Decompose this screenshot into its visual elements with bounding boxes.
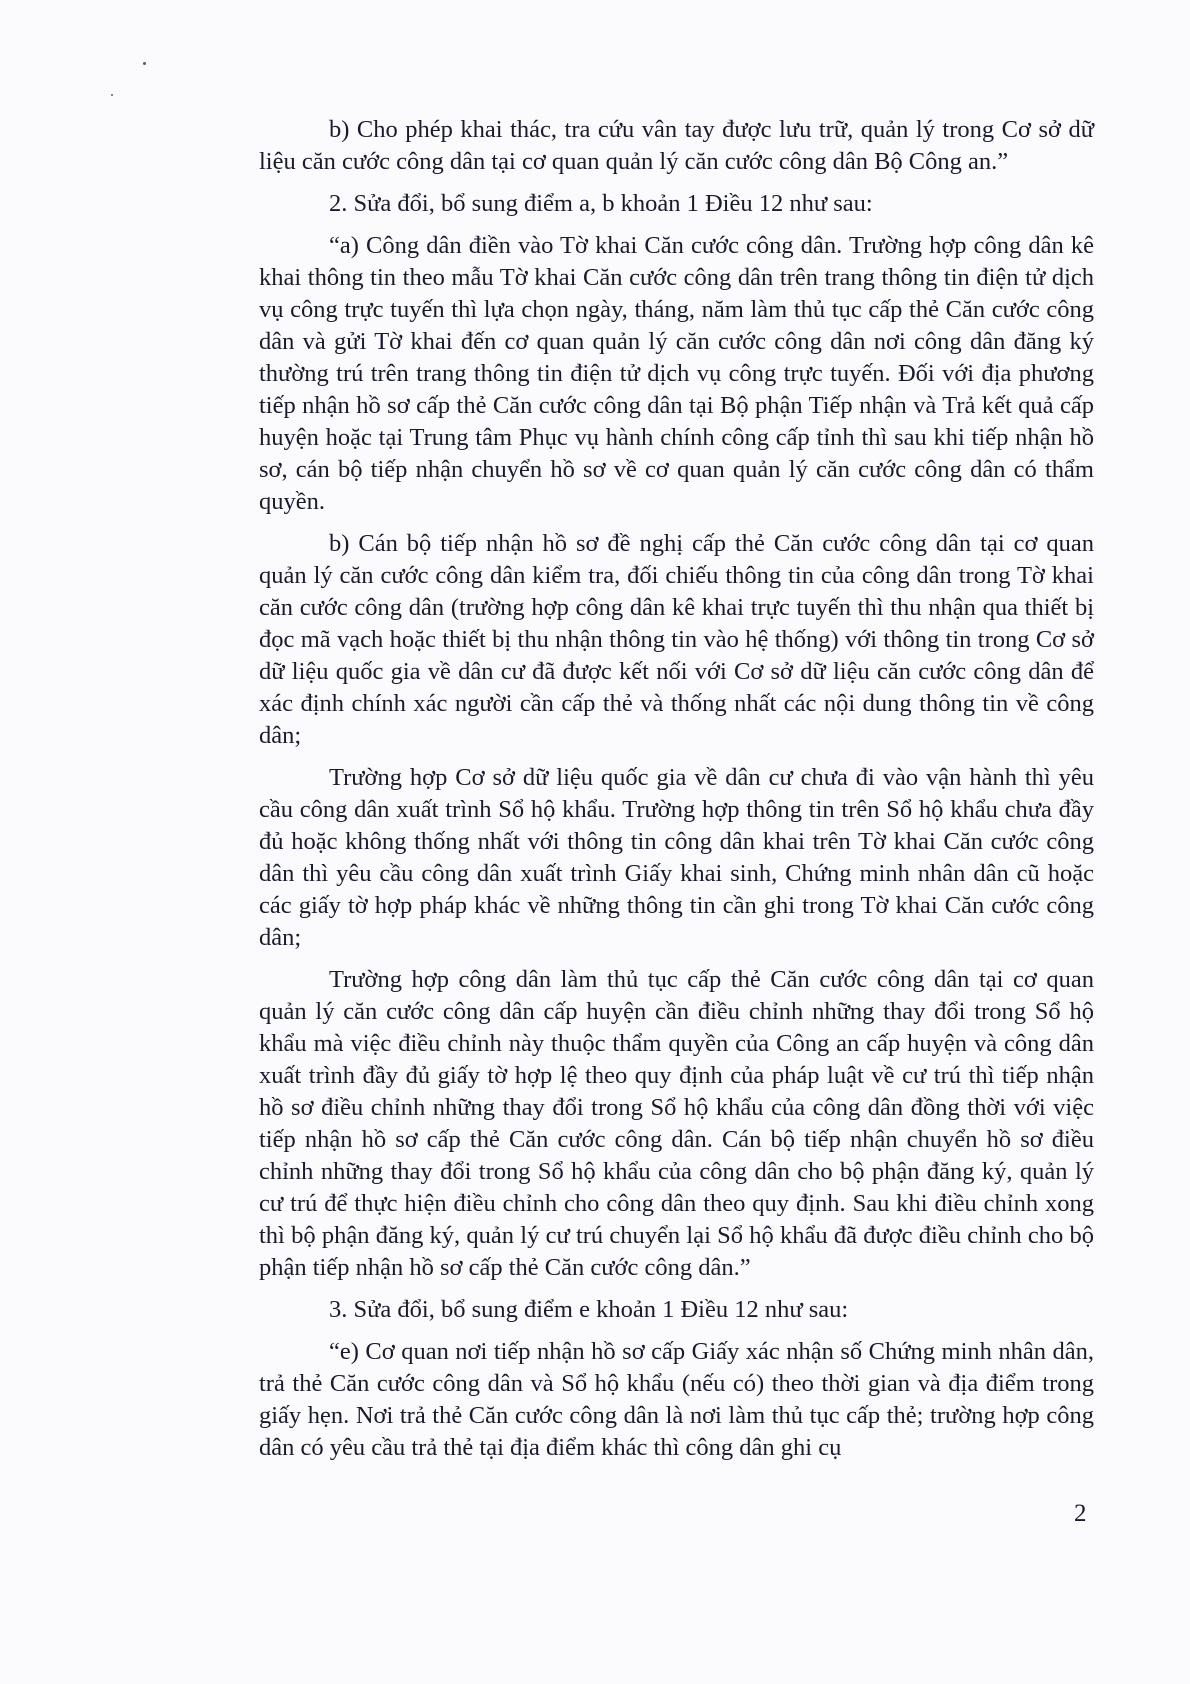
paragraph-1: b) Cho phép khai thác, tra cứu vân tay được lưu trữ, quản lý trong Cơ sở dữ liệu căn cước công dân tại cơ quan quản lý căn cước công dân Bộ Công an.” — [259, 116, 1094, 175]
paragraph-6: Trường hợp công dân làm thủ tục cấp thẻ Căn cước công dân tại cơ quan quản lý căn cước công dân cấp huyện cần điều chỉnh những thay đổi trong Sổ hộ khẩu mà việc điều chỉnh này thuộc thẩm quyền của Công an cấp huyện và công dân xuất trình đầy đủ giấy tờ hợp lệ theo quy định của pháp luật về cư trú thì tiếp nhận hồ sơ điều chỉnh những thay đổi trong Sổ hộ khẩu của công dân đồng thời với việc tiếp nhận hồ sơ cấp thẻ Căn cước công dân. Cán bộ tiếp nhận chuyển hồ sơ điều chỉnh những thay đổi trong Sổ hộ khẩu của công dân cho bộ phận đăng ký, quản lý cư trú để thực hiện điều chỉnh cho công dân theo quy định. Sau khi điều chỉnh xong thì bộ phận đăng ký, quản lý cư trú chuyển lại Sổ hộ khẩu đã được điều chỉnh cho bộ phận tiếp nhận hồ sơ cấp thẻ Căn cước công dân.” — [259, 966, 1094, 1281]
document-body — [259, 114, 1094, 1474]
paragraph-4: b) Cán bộ tiếp nhận hồ sơ đề nghị cấp thẻ Căn cước công dân tại cơ quan quản lý căn cước công dân kiểm tra, đối chiếu thông tin của công dân trong Tờ khai căn cước công dân (trường hợp công dân kê khai trực tuyến thì thu nhận qua thiết bị đọc mã vạch hoặc thiết bị thu nhận thông tin vào hệ thống) với thông tin trong Cơ sở dữ liệu quốc gia về dân cư đã được kết nối với Cơ sở dữ liệu căn cước công dân để xác định chính xác người cần cấp thẻ và thống nhất các nội dung thông tin về công dân; — [259, 530, 1094, 749]
paragraph-2-heading: 2. Sửa đổi, bổ sung điểm a, b khoản 1 Điều 12 như sau: — [329, 190, 873, 217]
paragraph-5: Trường hợp Cơ sở dữ liệu quốc gia về dân cư chưa đi vào vận hành thì yêu cầu công dân xuất trình Sổ hộ khẩu. Trường hợp thông tin trên Sổ hộ khẩu chưa đầy đủ hoặc không thống nhất với thông tin công dân khai trên Tờ khai Căn cước công dân thì yêu cầu công dân xuất trình Giấy khai sinh, Chứng minh nhân dân cũ hoặc các giấy tờ hợp pháp khác về những thông tin cần ghi trong Tờ khai Căn cước công dân; — [259, 764, 1094, 951]
scan-speck — [143, 62, 146, 65]
paragraph-8: “e) Cơ quan nơi tiếp nhận hồ sơ cấp Giấy xác nhận số Chứng minh nhân dân, trả thẻ Căn cước công dân và Sổ hộ khẩu (nếu có) theo thời gian và địa điểm trong giấy hẹn. Nơi trả thẻ Căn cước công dân là nơi làm thủ tục cấp thẻ; trường hợp công dân có yêu cầu trả thẻ tại địa điểm khác thì công dân ghi cụ — [259, 1338, 1094, 1461]
scan-speck — [111, 94, 113, 96]
page-number: 2 — [1074, 1500, 1087, 1527]
paragraph-3: “a) Công dân điền vào Tờ khai Căn cước công dân. Trường hợp công dân kê khai thông tin theo mẫu Tờ khai Căn cước công dân trên trang thông tin điện tử dịch vụ công trực tuyến thì lựa chọn ngày, tháng, năm làm thủ tục cấp thẻ Căn cước công dân và gửi Tờ khai đến cơ quan quản lý căn cước công dân nơi công dân đăng ký thường trú trên trang thông tin điện tử dịch vụ công trực tuyến. Đối với địa phương tiếp nhận hồ sơ cấp thẻ Căn cước công dân tại Bộ phận Tiếp nhận và Trả kết quả cấp huyện hoặc tại Trung tâm Phục vụ hành chính công cấp tỉnh thì sau khi tiếp nhận hồ sơ, cán bộ tiếp nhận chuyển hồ sơ về cơ quan quản lý căn cước công dân có thẩm quyền. — [259, 232, 1094, 515]
paragraph-7-heading: 3. Sửa đổi, bổ sung điểm e khoản 1 Điều 12 như sau: — [329, 1296, 849, 1323]
